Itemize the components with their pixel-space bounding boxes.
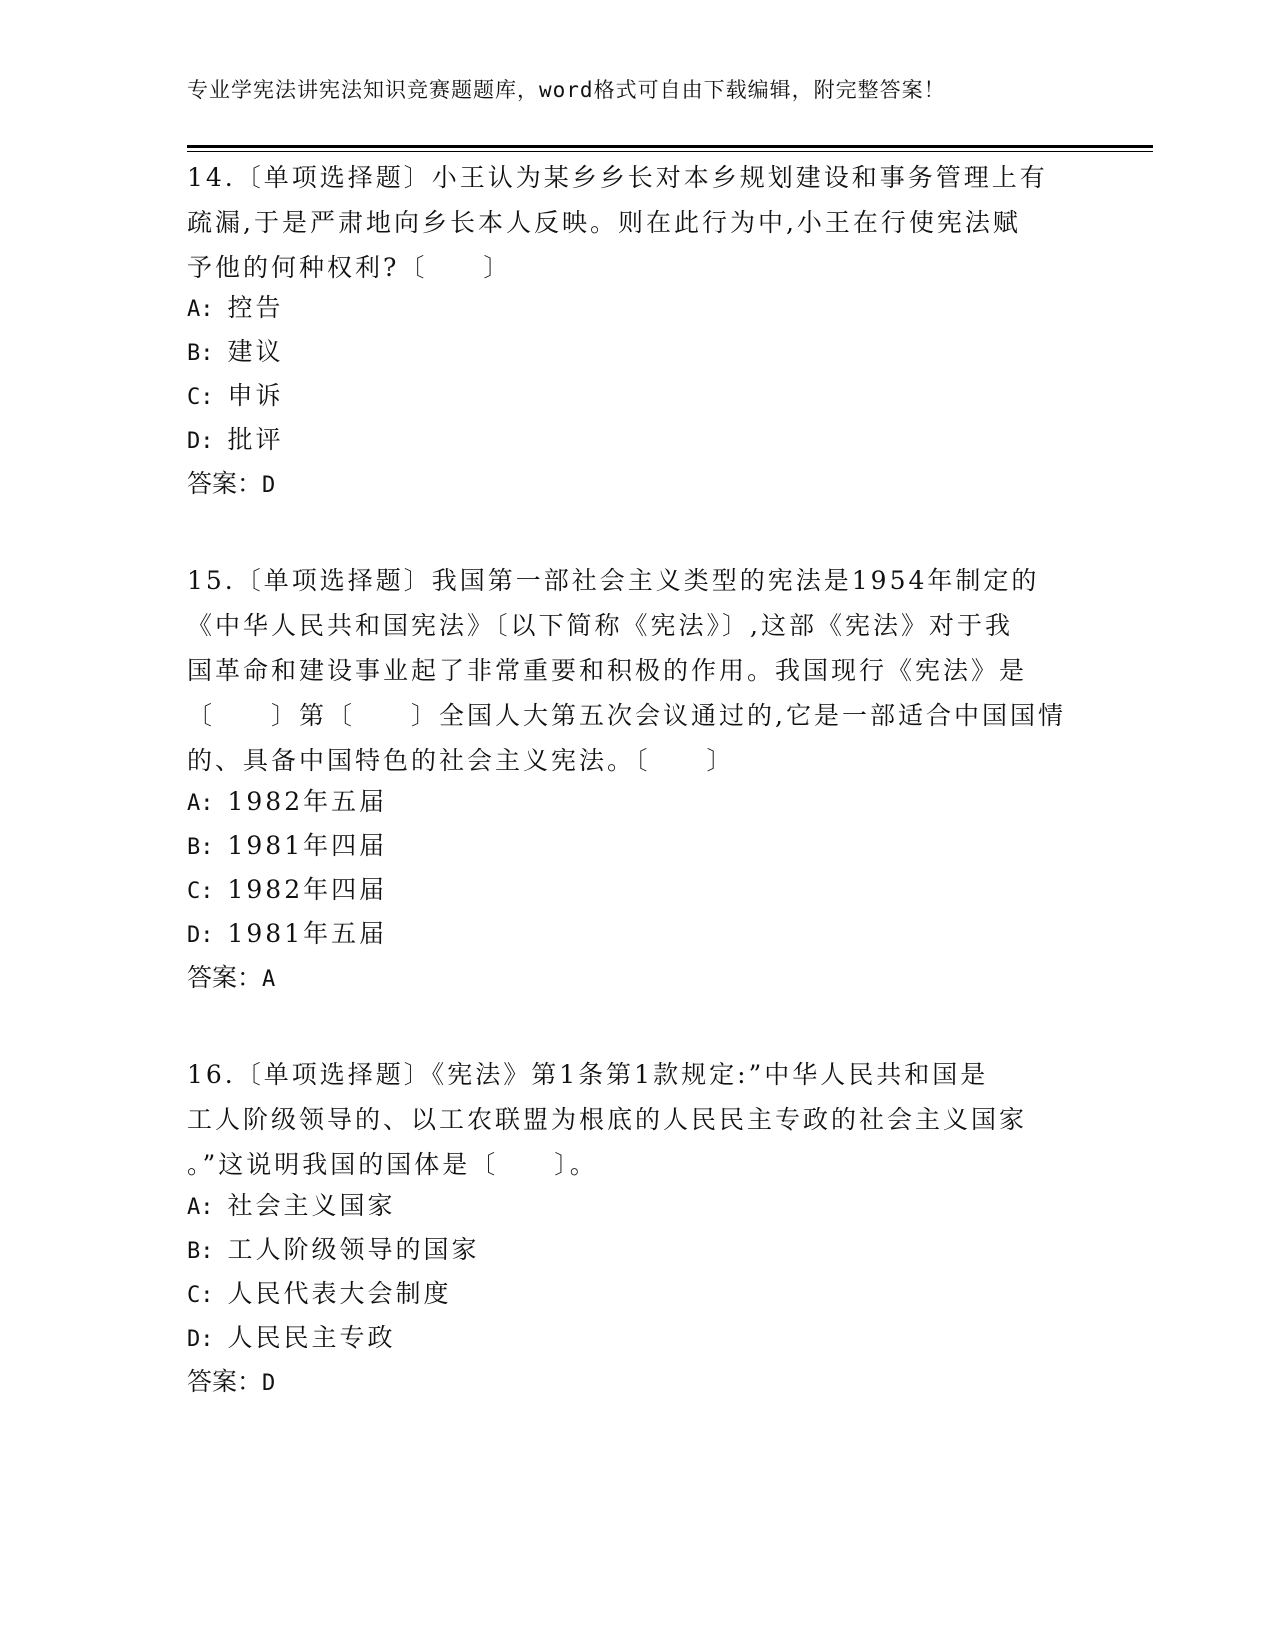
option-text: 1982年四届: [227, 875, 388, 904]
question-14-stem: [187, 155, 1087, 290]
option-text: 工人阶级领导的国家: [227, 1235, 480, 1264]
question-stem-line: 14.〔单项选择题〕小王认为某乡乡长对本乡规划建设和事务管理上有: [187, 163, 1048, 192]
option-letter: C:: [187, 1283, 214, 1308]
question-stem-line: 16.〔单项选择题〕《宪法》第1条第1款规定:”中华人民共和国是: [187, 1060, 989, 1089]
page-header: 专业学宪法讲宪法知识竞赛题题库，word格式可自由下载编辑，附完整答案！: [187, 78, 946, 102]
option-letter: D:: [187, 429, 214, 454]
header-rule-thick: [187, 145, 1153, 148]
question-15-option-c: [187, 870, 387, 906]
question-16-option-c: [187, 1274, 452, 1310]
question-16-answer: [187, 1362, 275, 1398]
option-letter: C:: [187, 385, 214, 410]
question-16-option-a: [187, 1186, 396, 1222]
option-text: 控告: [227, 293, 284, 322]
question-15-answer: [187, 958, 275, 994]
option-letter: B:: [187, 341, 214, 366]
option-letter: D:: [187, 923, 214, 948]
question-stem-line: 《中华人民共和国宪法》〔以下简称《宪法》〕,这部《宪法》对于我: [187, 611, 1013, 640]
question-16-stem: [187, 1052, 1087, 1187]
question-stem-line: 工人阶级领导的、以工农联盟为根底的人民民主专政的社会主义国家: [187, 1105, 1028, 1134]
question-16-option-d: [187, 1318, 396, 1354]
question-stem-line: 疏漏,于是严肃地向乡长本人反映。则在此行为中,小王在行使宪法赋: [187, 208, 1021, 237]
question-15-option-b: [187, 826, 387, 862]
question-stem-line: 。”这说明我国的国体是〔 〕。: [187, 1150, 598, 1179]
option-text: 1982年五届: [227, 787, 388, 816]
question-14-option-a: [187, 288, 284, 324]
option-text: 人民代表大会制度: [227, 1279, 452, 1308]
answer-value: A: [262, 967, 276, 992]
option-letter: A:: [187, 297, 214, 322]
answer-value: D: [262, 1371, 276, 1396]
question-15-stem: [187, 558, 1087, 783]
option-text: 人民民主专政: [227, 1323, 396, 1352]
option-text: 社会主义国家: [227, 1191, 396, 1220]
question-stem-line: 15.〔单项选择题〕我国第一部社会主义类型的宪法是1954年制定的: [187, 566, 1040, 595]
question-15-option-a: [187, 782, 387, 818]
option-text: 1981年五届: [227, 919, 388, 948]
question-14-answer: [187, 464, 275, 500]
answer-label: 答案：: [187, 963, 263, 992]
question-stem-line: 予他的何种权利?〔 〕: [187, 253, 512, 282]
option-letter: A:: [187, 1195, 214, 1220]
answer-value: D: [262, 473, 276, 498]
option-text: 申诉: [227, 381, 284, 410]
option-letter: B:: [187, 1239, 214, 1264]
option-text: 建议: [227, 337, 284, 366]
question-14-option-c: [187, 376, 284, 412]
question-15-option-d: [187, 914, 387, 950]
question-14-option-d: [187, 420, 284, 456]
option-letter: D:: [187, 1327, 214, 1352]
option-letter: B:: [187, 835, 214, 860]
option-text: 1981年四届: [227, 831, 388, 860]
option-letter: C:: [187, 879, 214, 904]
header-rule-thin: [187, 151, 1153, 152]
question-stem-line: 的、具备中国特色的社会主义宪法。〔 〕: [187, 746, 735, 775]
answer-label: 答案：: [187, 1367, 263, 1396]
option-letter: A:: [187, 791, 214, 816]
question-16-option-b: [187, 1230, 480, 1266]
question-stem-line: 国革命和建设事业起了非常重要和积极的作用。我国现行《宪法》是: [187, 656, 1028, 685]
question-14-option-b: [187, 332, 284, 368]
option-text: 批评: [227, 425, 284, 454]
question-stem-line: 〔 〕第〔 〕全国人大第五次会议通过的,它是一部适合中国国情: [187, 701, 1066, 730]
answer-label: 答案：: [187, 469, 263, 498]
